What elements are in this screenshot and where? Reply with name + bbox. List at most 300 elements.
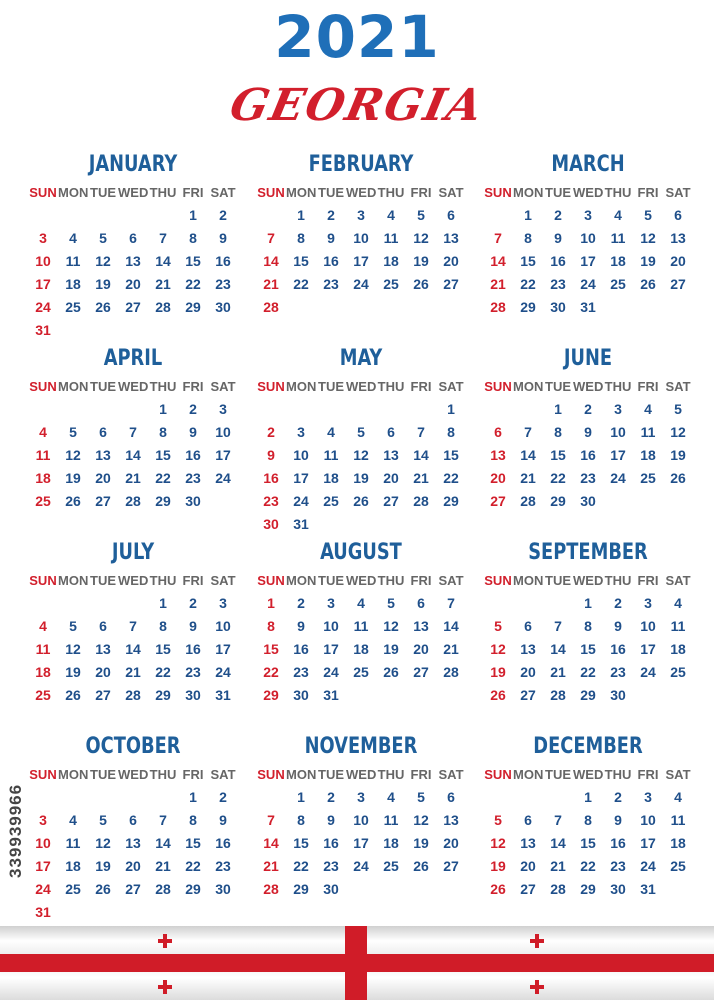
month-name: APRIL: [103, 346, 163, 371]
month-name: JULY: [111, 540, 155, 565]
weekday-label: TUE: [90, 766, 116, 782]
day-cell: 21: [263, 276, 279, 292]
week-row: [483, 684, 693, 707]
day-cell: 26: [65, 687, 81, 703]
day-cell: 12: [65, 447, 81, 463]
day-cell: 24: [35, 881, 51, 897]
day-cell: 9: [219, 812, 227, 828]
day-cell: 5: [387, 595, 395, 611]
month-august: [256, 538, 466, 707]
day-cell: 9: [219, 230, 227, 246]
day-cell: 1: [584, 789, 592, 805]
day-cell: 17: [35, 276, 51, 292]
day-cell: 6: [99, 618, 107, 634]
day-cell: 29: [520, 299, 536, 315]
weekday-label: TUE: [90, 184, 116, 200]
month-days-table: [483, 568, 693, 707]
flag-small-cross-icon: [530, 980, 544, 994]
day-cell: 7: [267, 230, 275, 246]
day-cell: 18: [65, 276, 81, 292]
day-cell: 21: [490, 276, 506, 292]
day-cell: 13: [95, 447, 111, 463]
day-cell: 15: [443, 447, 459, 463]
weekday-label: SAT: [438, 572, 464, 588]
day-cell: 1: [297, 789, 305, 805]
day-cell: 30: [263, 516, 279, 532]
week-row: [256, 467, 466, 490]
weekday-label: TUE: [545, 572, 571, 588]
day-cell: 12: [490, 835, 506, 851]
empty-day-cell: [148, 786, 178, 809]
month-name: JANUARY: [88, 152, 178, 177]
day-cell: 23: [323, 276, 339, 292]
day-cell: 7: [447, 595, 455, 611]
day-cell: 5: [417, 207, 425, 223]
day-cell: 24: [353, 858, 369, 874]
week-row: [28, 296, 238, 319]
day-cell: 8: [584, 618, 592, 634]
day-cell: 3: [644, 595, 652, 611]
day-cell: 1: [159, 595, 167, 611]
week-row: [256, 227, 466, 250]
month-days-table: [28, 374, 238, 513]
month-october: [28, 732, 238, 924]
day-cell: 9: [614, 618, 622, 634]
day-cell: 6: [447, 207, 455, 223]
weekday-label: WED: [346, 378, 377, 394]
day-cell: 10: [353, 812, 369, 828]
day-cell: 11: [65, 835, 81, 851]
day-cell: 31: [640, 881, 656, 897]
day-cell: 29: [185, 881, 201, 897]
day-cell: 17: [610, 447, 626, 463]
weekday-label: MON: [286, 378, 317, 394]
day-cell: 11: [610, 230, 626, 246]
weekday-label: THU: [377, 572, 405, 588]
weekday-label: SAT: [665, 378, 691, 394]
day-cell: 11: [35, 641, 51, 657]
week-row: [28, 638, 238, 661]
day-cell: 19: [490, 664, 506, 680]
week-row: [256, 832, 466, 855]
week-row: [483, 204, 693, 227]
weekday-label: WED: [346, 572, 377, 588]
day-cell: 4: [387, 207, 395, 223]
day-cell: 16: [185, 447, 201, 463]
weekday-label: THU: [149, 184, 177, 200]
day-cell: 10: [215, 424, 231, 440]
day-cell: 17: [353, 835, 369, 851]
day-cell: 5: [69, 618, 77, 634]
day-cell: 20: [443, 835, 459, 851]
weekday-label: SAT: [665, 184, 691, 200]
week-row: [483, 809, 693, 832]
day-cell: 8: [584, 812, 592, 828]
day-cell: 13: [383, 447, 399, 463]
weekday-label: TUE: [545, 184, 571, 200]
day-cell: 6: [387, 424, 395, 440]
week-row: [28, 398, 238, 421]
weekday-label: SUN: [257, 184, 285, 200]
day-cell: 1: [447, 401, 455, 417]
weekday-label: FRI: [182, 766, 204, 782]
week-row: [483, 296, 693, 319]
empty-day-cell: [483, 398, 513, 421]
week-row: [28, 901, 238, 924]
day-cell: 18: [383, 835, 399, 851]
day-cell: 30: [185, 687, 201, 703]
day-cell: 30: [610, 881, 626, 897]
day-cell: 29: [155, 493, 171, 509]
day-cell: 24: [610, 470, 626, 486]
day-cell: 25: [65, 299, 81, 315]
week-row: [256, 296, 466, 319]
day-cell: 31: [215, 687, 231, 703]
weekday-label: WED: [346, 184, 377, 200]
weekday-header-row: [28, 180, 238, 204]
day-cell: 23: [185, 470, 201, 486]
day-cell: 11: [640, 424, 656, 440]
day-cell: 6: [494, 424, 502, 440]
empty-day-cell: [256, 786, 286, 809]
day-cell: 5: [644, 207, 652, 223]
day-cell: 19: [670, 447, 686, 463]
day-cell: 16: [215, 835, 231, 851]
day-cell: 27: [520, 687, 536, 703]
georgia-flag-banner: [0, 926, 714, 1000]
weekday-label: MON: [58, 184, 89, 200]
day-cell: 19: [413, 253, 429, 269]
weekday-label: THU: [149, 572, 177, 588]
day-cell: 11: [35, 447, 51, 463]
week-row: [256, 250, 466, 273]
weekday-label: MON: [286, 766, 317, 782]
day-cell: 2: [297, 595, 305, 611]
empty-day-cell: [28, 398, 58, 421]
day-cell: 24: [353, 276, 369, 292]
day-cell: 9: [327, 230, 335, 246]
weekday-label: FRI: [637, 766, 659, 782]
month-name: DECEMBER: [533, 734, 643, 759]
day-cell: 20: [520, 858, 536, 874]
week-row: [256, 638, 466, 661]
day-cell: 27: [443, 858, 459, 874]
day-cell: 18: [65, 858, 81, 874]
day-cell: 28: [125, 687, 141, 703]
day-cell: 3: [584, 207, 592, 223]
day-cell: 4: [674, 595, 682, 611]
day-cell: 28: [263, 299, 279, 315]
day-cell: 22: [293, 858, 309, 874]
day-cell: 15: [155, 447, 171, 463]
empty-day-cell: [88, 398, 118, 421]
day-cell: 17: [640, 835, 656, 851]
day-cell: 4: [674, 789, 682, 805]
weekday-label: FRI: [637, 184, 659, 200]
weekday-label: SUN: [484, 766, 512, 782]
day-cell: 22: [185, 858, 201, 874]
day-cell: 28: [443, 664, 459, 680]
day-cell: 13: [443, 230, 459, 246]
weekday-label: SUN: [29, 184, 57, 200]
day-cell: 2: [189, 401, 197, 417]
weekday-label: SAT: [210, 184, 236, 200]
week-row: [483, 273, 693, 296]
day-cell: 24: [640, 664, 656, 680]
weekday-label: FRI: [637, 378, 659, 394]
week-row: [28, 227, 238, 250]
day-cell: 11: [353, 618, 369, 634]
day-cell: 25: [35, 687, 51, 703]
day-cell: 31: [35, 322, 51, 338]
weekday-label: TUE: [545, 378, 571, 394]
weekday-label: WED: [346, 766, 377, 782]
weekday-label: THU: [604, 378, 632, 394]
day-cell: 7: [554, 618, 562, 634]
day-cell: 19: [65, 470, 81, 486]
day-cell: 8: [159, 618, 167, 634]
day-cell: 23: [550, 276, 566, 292]
day-cell: 3: [327, 595, 335, 611]
day-cell: 13: [520, 835, 536, 851]
day-cell: 20: [383, 470, 399, 486]
day-cell: 10: [353, 230, 369, 246]
empty-day-cell: [543, 786, 573, 809]
weekday-label: SUN: [257, 766, 285, 782]
month-days-table: [256, 374, 466, 536]
day-cell: 29: [293, 881, 309, 897]
day-cell: 7: [159, 812, 167, 828]
day-cell: 23: [215, 276, 231, 292]
day-cell: 4: [387, 789, 395, 805]
day-cell: 8: [447, 424, 455, 440]
week-row: [256, 615, 466, 638]
weekday-label: THU: [604, 766, 632, 782]
week-row: [483, 855, 693, 878]
day-cell: 17: [580, 253, 596, 269]
day-cell: 27: [383, 493, 399, 509]
week-row: [28, 809, 238, 832]
day-cell: 22: [550, 470, 566, 486]
week-row: [483, 444, 693, 467]
weekday-header-row: [28, 762, 238, 786]
weekday-label: SAT: [210, 378, 236, 394]
day-cell: 19: [413, 835, 429, 851]
week-row: [28, 250, 238, 273]
day-cell: 30: [185, 493, 201, 509]
day-cell: 1: [189, 789, 197, 805]
day-cell: 29: [263, 687, 279, 703]
day-cell: 9: [189, 618, 197, 634]
day-cell: 23: [323, 858, 339, 874]
day-cell: 10: [35, 253, 51, 269]
weekday-label: WED: [118, 572, 149, 588]
day-cell: 16: [185, 641, 201, 657]
day-cell: 2: [614, 595, 622, 611]
day-cell: 18: [35, 470, 51, 486]
empty-day-cell: [483, 204, 513, 227]
day-cell: 14: [155, 253, 171, 269]
weekday-label: THU: [604, 572, 632, 588]
day-cell: 13: [413, 618, 429, 634]
weekday-label: WED: [118, 766, 149, 782]
day-cell: 28: [263, 881, 279, 897]
day-cell: 24: [215, 664, 231, 680]
weekday-label: FRI: [182, 184, 204, 200]
weekday-label: WED: [573, 184, 604, 200]
day-cell: 15: [550, 447, 566, 463]
week-row: [483, 592, 693, 615]
day-cell: 23: [293, 664, 309, 680]
weekday-label: SUN: [257, 572, 285, 588]
day-cell: 6: [99, 424, 107, 440]
day-cell: 3: [219, 401, 227, 417]
day-cell: 20: [125, 276, 141, 292]
empty-day-cell: [28, 592, 58, 615]
day-cell: 15: [293, 835, 309, 851]
day-cell: 11: [383, 230, 399, 246]
day-cell: 15: [520, 253, 536, 269]
day-cell: 16: [323, 835, 339, 851]
weekday-header-row: [256, 762, 466, 786]
day-cell: 28: [490, 299, 506, 315]
day-cell: 22: [293, 276, 309, 292]
weekday-label: MON: [286, 184, 317, 200]
day-cell: 26: [95, 881, 111, 897]
empty-day-cell: [88, 204, 118, 227]
empty-day-cell: [58, 592, 88, 615]
weekday-label: SUN: [29, 766, 57, 782]
day-cell: 28: [155, 299, 171, 315]
month-name: JUNE: [563, 346, 613, 371]
day-cell: 8: [297, 230, 305, 246]
day-cell: 2: [219, 789, 227, 805]
day-cell: 29: [155, 687, 171, 703]
weekday-label: TUE: [90, 378, 116, 394]
day-cell: 22: [263, 664, 279, 680]
week-row: [256, 878, 466, 901]
day-cell: 17: [353, 253, 369, 269]
day-cell: 26: [490, 687, 506, 703]
day-cell: 30: [323, 881, 339, 897]
day-cell: 21: [443, 641, 459, 657]
day-cell: 5: [357, 424, 365, 440]
day-cell: 3: [614, 401, 622, 417]
day-cell: 3: [644, 789, 652, 805]
day-cell: 23: [610, 664, 626, 680]
day-cell: 1: [189, 207, 197, 223]
day-cell: 20: [95, 664, 111, 680]
empty-day-cell: [118, 398, 148, 421]
weekday-header-row: [28, 568, 238, 592]
day-cell: 12: [490, 641, 506, 657]
day-cell: 15: [580, 835, 596, 851]
week-row: [28, 832, 238, 855]
day-cell: 15: [155, 641, 171, 657]
day-cell: 26: [640, 276, 656, 292]
empty-day-cell: [118, 786, 148, 809]
day-cell: 9: [614, 812, 622, 828]
week-row: [256, 809, 466, 832]
day-cell: 26: [383, 664, 399, 680]
day-cell: 25: [323, 493, 339, 509]
empty-day-cell: [88, 786, 118, 809]
day-cell: 1: [297, 207, 305, 223]
day-cell: 2: [267, 424, 275, 440]
day-cell: 12: [65, 641, 81, 657]
day-cell: 30: [215, 299, 231, 315]
empty-day-cell: [513, 592, 543, 615]
empty-day-cell: [58, 204, 88, 227]
day-cell: 9: [267, 447, 275, 463]
day-cell: 27: [670, 276, 686, 292]
day-cell: 14: [413, 447, 429, 463]
day-cell: 24: [640, 858, 656, 874]
day-cell: 14: [155, 835, 171, 851]
day-cell: 20: [670, 253, 686, 269]
day-cell: 23: [580, 470, 596, 486]
day-cell: 15: [293, 253, 309, 269]
day-cell: 6: [674, 207, 682, 223]
day-cell: 14: [490, 253, 506, 269]
day-cell: 30: [580, 493, 596, 509]
day-cell: 27: [443, 276, 459, 292]
weekday-label: WED: [118, 378, 149, 394]
day-cell: 21: [550, 858, 566, 874]
weekday-label: SAT: [210, 766, 236, 782]
day-cell: 13: [670, 230, 686, 246]
day-cell: 23: [215, 858, 231, 874]
day-cell: 11: [670, 618, 686, 634]
day-cell: 7: [524, 424, 532, 440]
day-cell: 14: [263, 253, 279, 269]
day-cell: 26: [670, 470, 686, 486]
day-cell: 19: [353, 470, 369, 486]
weekday-label: THU: [604, 184, 632, 200]
day-cell: 22: [155, 470, 171, 486]
weekday-label: MON: [286, 572, 317, 588]
day-cell: 4: [69, 230, 77, 246]
day-cell: 8: [189, 812, 197, 828]
day-cell: 6: [524, 812, 532, 828]
week-row: [28, 490, 238, 513]
day-cell: 6: [129, 230, 137, 246]
day-cell: 16: [293, 641, 309, 657]
day-cell: 20: [125, 858, 141, 874]
weekday-header-row: [256, 374, 466, 398]
day-cell: 6: [417, 595, 425, 611]
day-cell: 20: [95, 470, 111, 486]
day-cell: 7: [129, 618, 137, 634]
day-cell: 31: [35, 904, 51, 920]
empty-day-cell: [118, 204, 148, 227]
month-november: [256, 732, 466, 901]
weekday-label: TUE: [90, 572, 116, 588]
day-cell: 15: [263, 641, 279, 657]
day-cell: 18: [610, 253, 626, 269]
day-cell: 17: [35, 858, 51, 874]
weekday-header-row: [483, 762, 693, 786]
day-cell: 21: [550, 664, 566, 680]
day-cell: 2: [554, 207, 562, 223]
week-row: [28, 273, 238, 296]
day-cell: 23: [263, 493, 279, 509]
empty-day-cell: [118, 592, 148, 615]
weekday-header-row: [483, 568, 693, 592]
day-cell: 18: [35, 664, 51, 680]
week-row: [28, 319, 238, 342]
weekday-label: MON: [513, 184, 544, 200]
